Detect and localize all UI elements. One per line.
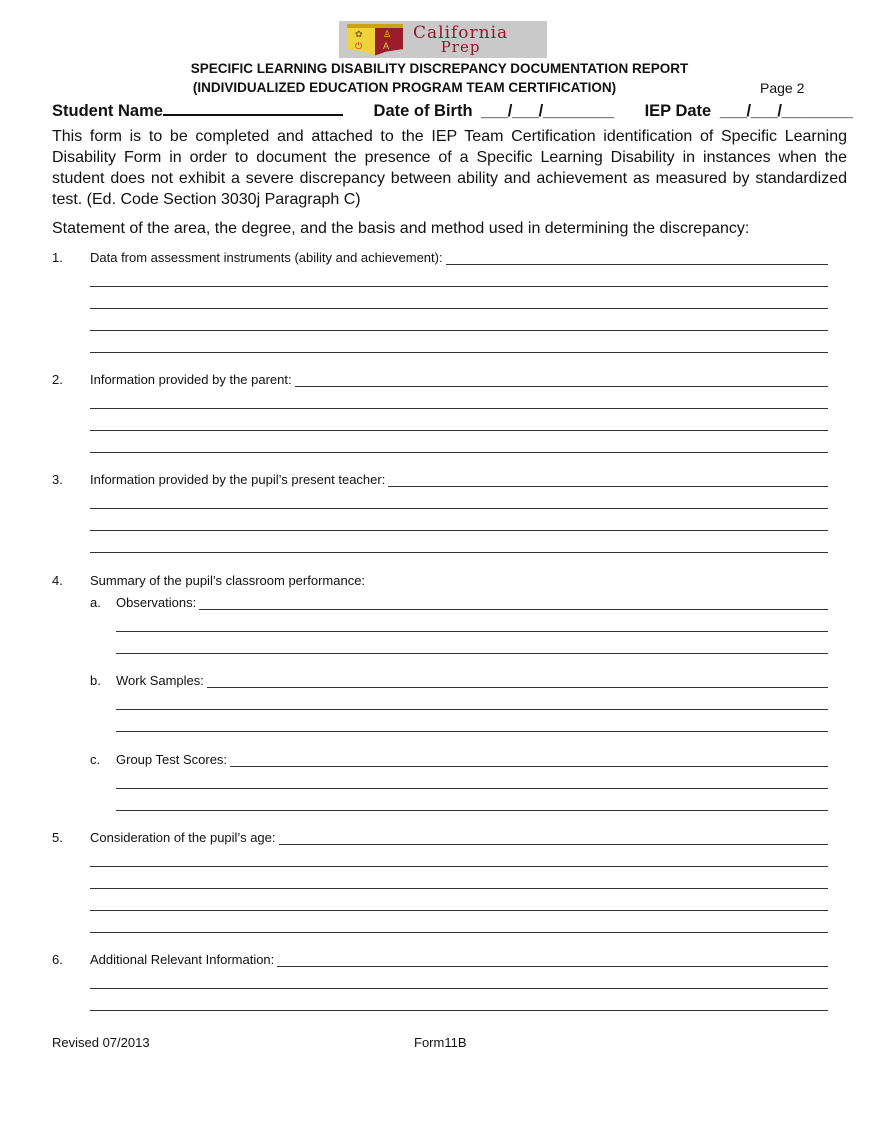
answer-line[interactable] (90, 988, 828, 989)
item-number: 1. (52, 250, 63, 265)
answer-line[interactable] (90, 352, 828, 353)
intro-paragraph: This form is to be completed and attached to the IEP Team Certification identification of Specific Learning Disability Form in order to document the presence of a Specific Learning Disability in instances when the student does not exhibit a severe discrepancy between ability and achievement as measured by standardized test. (Ed. Code Section 3030j Paragraph C) (52, 128, 847, 208)
answer-line[interactable] (116, 609, 828, 610)
answer-line[interactable] (90, 888, 828, 889)
logo-text (413, 22, 509, 56)
shield-crest-icon: ✿ ⏻ ♙ A (347, 24, 403, 56)
item-label-teacher-info: Information provided by the pupil’s present teacher: (90, 472, 388, 487)
answer-line[interactable] (90, 866, 828, 867)
answer-line[interactable] (90, 530, 828, 531)
dob-field[interactable]: ___/___/________ (481, 102, 614, 120)
item-label-classroom-summary: Summary of the pupil’s classroom performance: (90, 573, 368, 588)
subitem-letter: c. (90, 752, 101, 767)
answer-line[interactable] (90, 1010, 828, 1011)
item-label-parent-info: Information provided by the parent: (90, 372, 295, 387)
item-number: 6. (52, 952, 63, 967)
item-label-pupil-age: Consideration of the pupil’s age: (90, 830, 279, 845)
form-id: Form11B (414, 1035, 467, 1050)
item-number: 2. (52, 372, 63, 387)
subitem-label-work-samples: Work Samples: (116, 673, 207, 688)
subitem-label-observations: Observations: (116, 595, 199, 610)
page-number: Page 2 (760, 80, 805, 96)
answer-line[interactable] (90, 330, 828, 331)
item-number: 4. (52, 573, 63, 588)
iep-date-field[interactable]: ___/___/________ (719, 102, 853, 120)
answer-line[interactable] (90, 932, 828, 933)
student-info-row (52, 98, 853, 121)
subitem-letter: b. (90, 673, 101, 688)
dob-label: Date of Birth (373, 102, 473, 120)
answer-line[interactable] (90, 430, 828, 431)
california-prep-logo (339, 21, 547, 58)
answer-line[interactable] (90, 308, 828, 309)
student-name-field[interactable] (163, 98, 343, 116)
answer-line[interactable] (116, 788, 828, 789)
item-number: 3. (52, 472, 63, 487)
item-label-assessment-data: Data from assessment instruments (ability and achievement): (90, 250, 446, 265)
subitem-label-group-test-scores: Group Test Scores: (116, 752, 230, 767)
answer-line[interactable] (90, 552, 828, 553)
iep-date-label: IEP Date (644, 102, 712, 120)
answer-line[interactable] (116, 709, 828, 710)
item-label-additional-info: Additional Relevant Information: (90, 952, 277, 967)
answer-line[interactable] (90, 286, 828, 287)
answer-line[interactable] (116, 631, 828, 632)
answer-line[interactable] (90, 408, 828, 409)
answer-line[interactable] (90, 452, 828, 453)
statement-heading: Statement of the area, the degree, and the basis and method used in determining the discrepancy: (52, 220, 750, 237)
answer-line[interactable] (116, 810, 828, 811)
answer-line[interactable] (116, 731, 828, 732)
answer-line[interactable] (90, 910, 828, 911)
revision-date: Revised 07/2013 (52, 1035, 150, 1050)
answer-line[interactable] (90, 508, 828, 509)
logo-line1: California (413, 22, 509, 43)
student-name-label: Student Name (52, 102, 163, 120)
answer-line[interactable] (116, 653, 828, 654)
answer-line[interactable] (116, 687, 828, 688)
item-number: 5. (52, 830, 63, 845)
subitem-letter: a. (90, 595, 101, 610)
report-subtitle: (INDIVIDUALIZED EDUCATION PROGRAM TEAM CERTIFICATION) (192, 80, 617, 95)
logo-line2: Prep (440, 37, 481, 56)
report-title: SPECIFIC LEARNING DISABILITY DISCREPANCY DOCUMENTATION REPORT (190, 61, 689, 76)
